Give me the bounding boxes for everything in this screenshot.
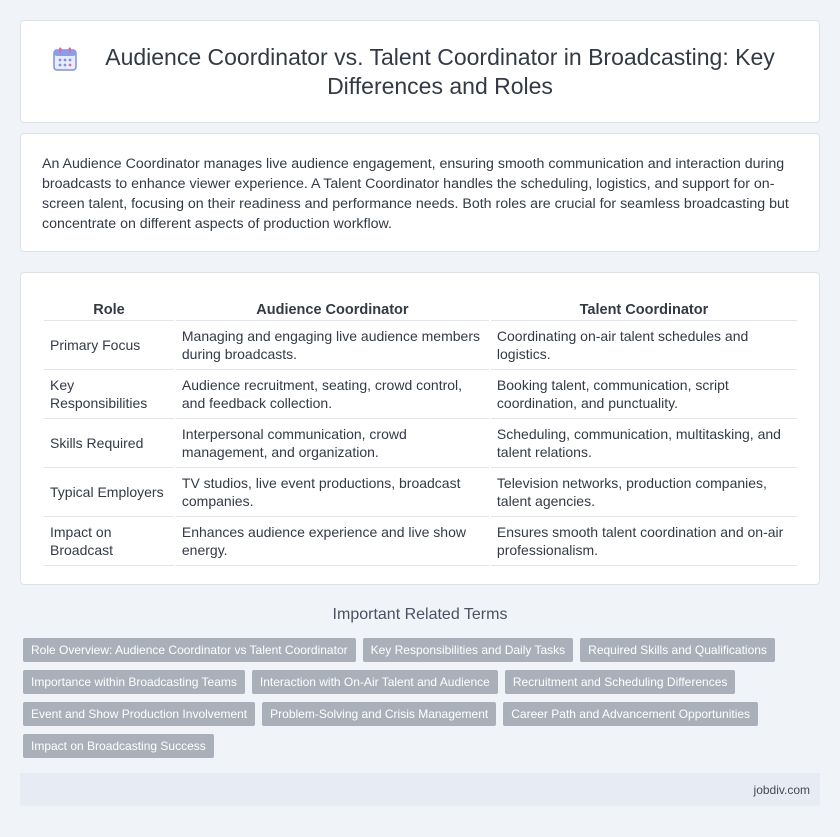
table-header-row bbox=[44, 297, 797, 321]
related-term-tag[interactable]: Event and Show Production Involvement bbox=[23, 702, 255, 726]
talent-cell: Scheduling, communication, multitasking, and talent relations. bbox=[491, 419, 797, 468]
header-card bbox=[20, 20, 820, 123]
related-term-tag[interactable]: Key Responsibilities and Daily Tasks bbox=[363, 638, 574, 662]
audience-cell: Managing and engaging live audience members during broadcasts. bbox=[176, 321, 489, 370]
related-term-tag[interactable]: Impact on Broadcasting Success bbox=[23, 734, 214, 758]
talent-cell: Booking talent, communication, script coordination, and punctuality. bbox=[491, 370, 797, 419]
related-term-tag[interactable]: Role Overview: Audience Coordinator vs Talent Coordinator bbox=[23, 638, 356, 662]
intro-card bbox=[20, 133, 820, 252]
table-row bbox=[44, 517, 797, 566]
row-label: Skills Required bbox=[44, 419, 174, 468]
footer-site-link[interactable]: jobdiv.com bbox=[753, 783, 810, 797]
audience-cell: Interpersonal communication, crowd management, and organization. bbox=[176, 419, 489, 468]
comparison-card bbox=[20, 272, 820, 585]
audience-cell: Audience recruitment, seating, crowd control, and feedback collection. bbox=[176, 370, 489, 419]
column-header-role: Role bbox=[44, 297, 174, 321]
talent-cell: Television networks, production companies, talent agencies. bbox=[491, 468, 797, 517]
row-label: Impact on Broadcast bbox=[44, 517, 174, 566]
related-term-tag[interactable]: Required Skills and Qualifications bbox=[580, 638, 775, 662]
table-row bbox=[44, 468, 797, 517]
related-term-tag[interactable]: Recruitment and Scheduling Differences bbox=[505, 670, 736, 694]
row-label: Primary Focus bbox=[44, 321, 174, 370]
column-header-talent-coordinator: Talent Coordinator bbox=[491, 297, 797, 321]
talent-cell: Ensures smooth talent coordination and on-air professionalism. bbox=[491, 517, 797, 566]
table-row bbox=[44, 370, 797, 419]
table-row bbox=[44, 321, 797, 370]
talent-cell: Coordinating on-air talent schedules and logistics. bbox=[491, 321, 797, 370]
audience-cell: TV studios, live event productions, broadcast companies. bbox=[176, 468, 489, 517]
related-term-tag[interactable]: Importance within Broadcasting Teams bbox=[23, 670, 245, 694]
related-term-tag[interactable]: Interaction with On-Air Talent and Audience bbox=[252, 670, 498, 694]
row-label: Typical Employers bbox=[44, 468, 174, 517]
related-terms-heading: Important Related Terms bbox=[332, 606, 508, 623]
related-terms-list bbox=[23, 638, 803, 766]
page-title: Audience Coordinator vs. Talent Coordinator in Broadcasting: Key Differences and Roles bbox=[105, 43, 775, 99]
intro-paragraph: An Audience Coordinator manages live audience engagement, ensuring smooth communication and interaction during broadcasts to enhance viewer experience. A Talent Coordinator handles the scheduling, logistics, and support for on-screen talent, focusing on their readiness and performance needs. Both roles are crucial for seamless broadcasting but concentrate on different aspects of production workflow. bbox=[42, 156, 789, 232]
audience-cell: Enhances audience experience and live show energy. bbox=[176, 517, 489, 566]
related-term-tag[interactable]: Problem-Solving and Crisis Management bbox=[262, 702, 496, 726]
footer bbox=[20, 773, 820, 806]
column-header-audience-coordinator: Audience Coordinator bbox=[176, 297, 489, 321]
comparison-table bbox=[42, 297, 799, 566]
table-row bbox=[44, 419, 797, 468]
row-label: Key Responsibilities bbox=[44, 370, 174, 419]
related-term-tag[interactable]: Career Path and Advancement Opportunities bbox=[503, 702, 758, 726]
